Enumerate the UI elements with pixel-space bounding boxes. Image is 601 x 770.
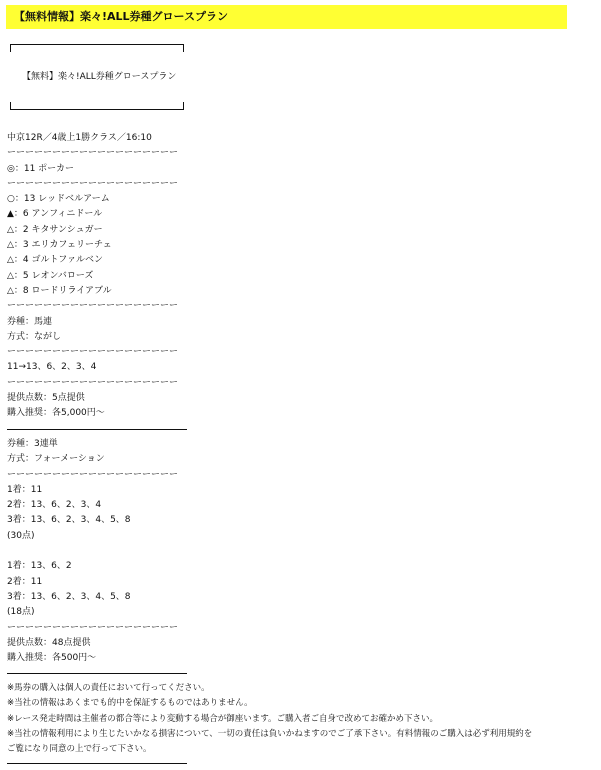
bet-recommend: 購入推奨：各500円～ xyxy=(7,653,97,664)
footer-divider xyxy=(7,763,187,764)
dash-separator: ーーーーーーーーーーーーーーーーーーー xyxy=(7,148,179,159)
pick-item: △：4 ゴルトファルベン xyxy=(7,255,104,266)
pick-item: △：5 レオンバローズ xyxy=(7,270,94,281)
formation-third: 3着：13、6、2、3、4、5、8 xyxy=(7,591,131,602)
bet-type: 券種：3連単 xyxy=(7,438,58,449)
section-divider xyxy=(7,422,597,437)
note-item: ※レース発走時間は主催者の都合等により変動する場合が御座います。ご購入者ご自身で改めてお確かめ下さい。 xyxy=(7,713,439,724)
bet-combo: 11→13、6、2、3、4 xyxy=(7,362,97,373)
formation-count: (30点) xyxy=(7,530,35,541)
bet-method: 方式：フォーメーション xyxy=(7,454,105,465)
race-content xyxy=(7,131,597,682)
plan-title: 【無料】楽々!ALL券種グロースプラン xyxy=(22,72,177,82)
bet-type: 券種：馬連 xyxy=(7,316,53,327)
dash-separator: ーーーーーーーーーーーーーーーーーーー xyxy=(7,469,179,480)
pick-item: ▲：6 アンフィニドール xyxy=(7,209,103,220)
dash-separator: ーーーーーーーーーーーーーーーーーーー xyxy=(7,178,179,189)
header-title: 【無料情報】楽々!ALL券種グロースプラン xyxy=(14,10,228,23)
box-bottom-left-tick xyxy=(10,102,11,110)
disclaimer-notes xyxy=(7,681,592,757)
dash-separator: ーーーーーーーーーーーーーーーーーーー xyxy=(7,377,179,388)
box-top-left-tick xyxy=(10,44,11,52)
formation-count: (18点) xyxy=(7,607,35,618)
spacer xyxy=(7,544,597,559)
formation-second: 2着：13、6、2、3、4 xyxy=(7,500,102,511)
bet-points: 提供点数：5点提供 xyxy=(7,393,85,404)
pick-item: △：3 エリカフェリーチェ xyxy=(7,240,112,251)
header-banner xyxy=(6,5,567,29)
bet-points: 提供点数：48点提供 xyxy=(7,637,91,648)
note-item: ※当社の情報はあくまでも的中を保証するものではありません。 xyxy=(7,698,253,709)
box-bottom-border xyxy=(10,109,184,110)
formation-first: 1着：11 xyxy=(7,484,43,495)
note-item: ※当社の情報利用により生じたいかなる損害について、一切の責任は負いかねますのでご了承下さい。有料情報のご購入は必ず利用規約を xyxy=(7,728,533,739)
section-divider xyxy=(7,666,597,681)
formation-second: 2着：11 xyxy=(7,576,43,587)
formation-third: 3着：13、6、2、3、4、5、8 xyxy=(7,515,131,526)
box-top-right-tick xyxy=(183,44,184,52)
box-bottom-right-tick xyxy=(183,102,184,110)
note-item: ※馬券の購入は個人の責任において行ってください。 xyxy=(7,683,210,693)
plan-title-box xyxy=(10,44,184,110)
note-item: ご覧になり同意の上で行って下さい。 xyxy=(7,744,152,755)
dash-separator: ーーーーーーーーーーーーーーーーーーー xyxy=(7,622,179,633)
pick-item: △：8 ロードリライアブル xyxy=(7,285,112,296)
bet-recommend: 購入推奨：各5,000円～ xyxy=(7,408,105,419)
dash-separator: ーーーーーーーーーーーーーーーーーーー xyxy=(7,301,179,312)
race-info: 中京12R／4歳上1勝クラス／16:10 xyxy=(7,133,152,143)
pick-item: △：2 キタサンシュガー xyxy=(7,224,103,235)
bet-method: 方式：ながし xyxy=(7,331,62,342)
box-top-border xyxy=(10,44,184,45)
formation-first: 1着：13、6、2 xyxy=(7,561,72,572)
pick-item: ○：13 レッドベルアーム xyxy=(7,194,110,205)
main-pick: ◎：11 ポーカー xyxy=(7,163,74,174)
dash-separator: ーーーーーーーーーーーーーーーーーーー xyxy=(7,347,179,358)
